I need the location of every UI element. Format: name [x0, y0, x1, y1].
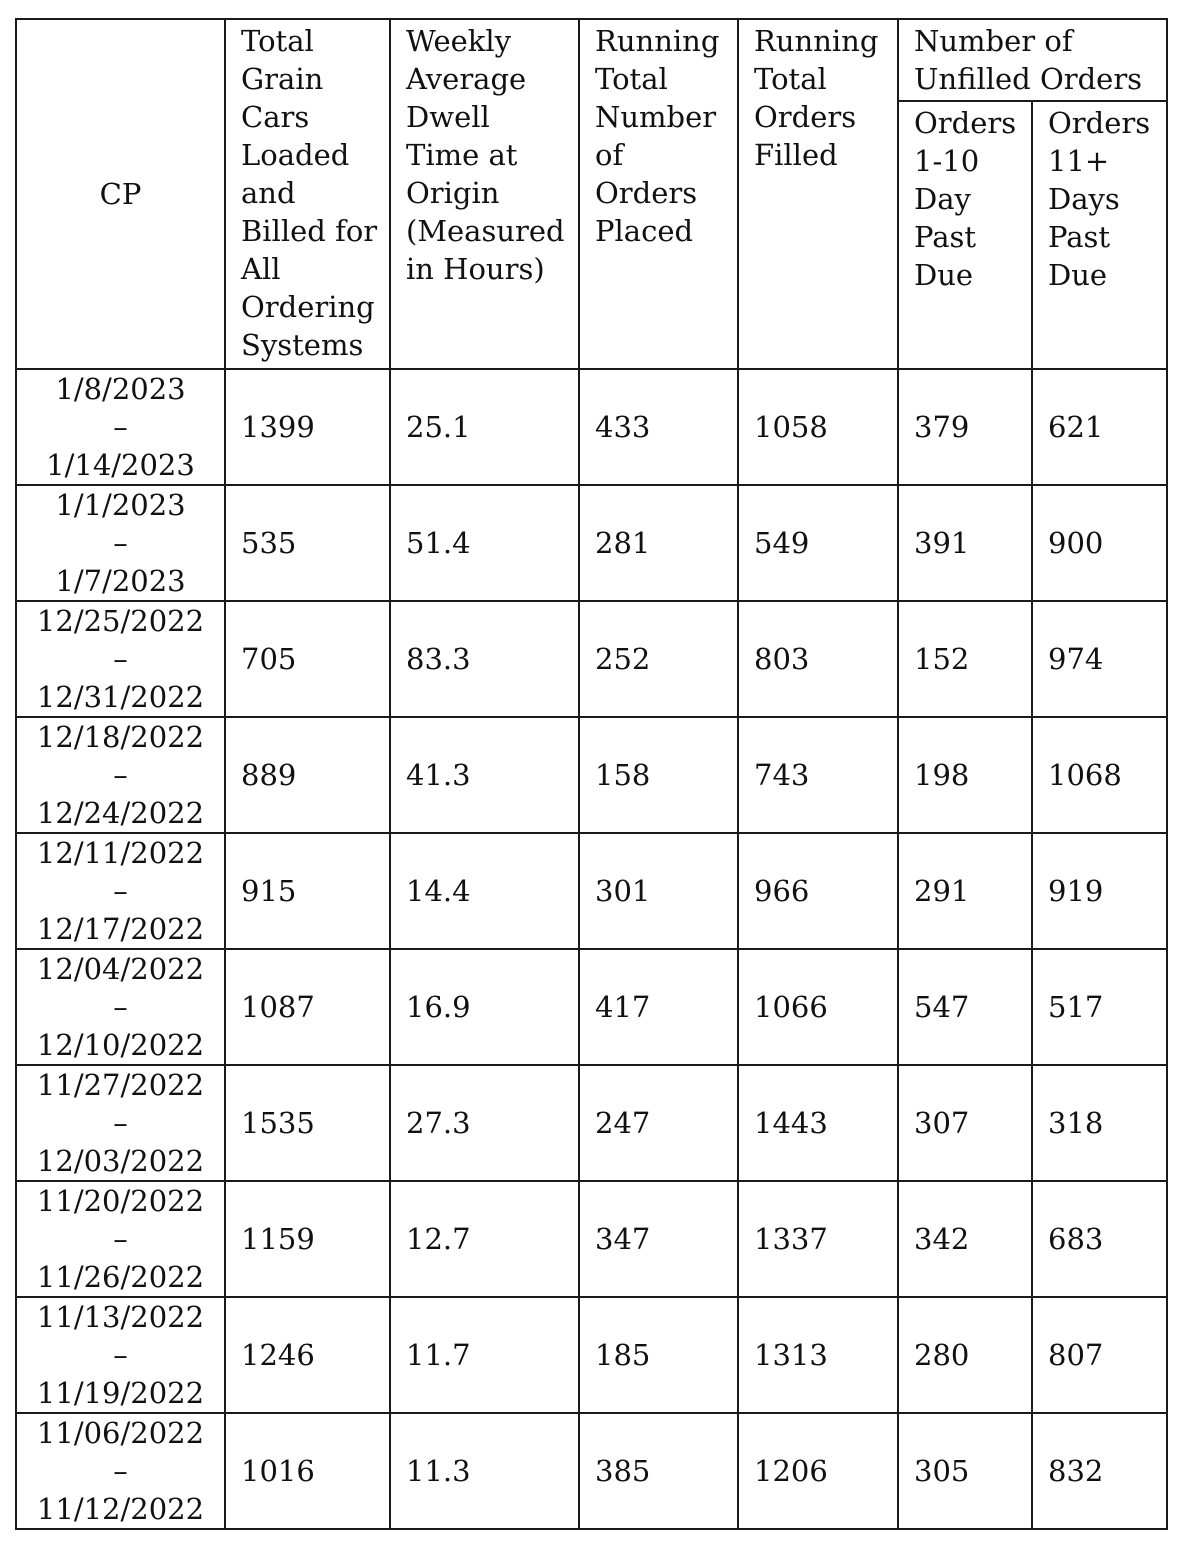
past-due-11-plus-cell: 832 [1032, 1413, 1167, 1529]
cars-cell: 889 [225, 717, 390, 833]
past-due-1-10-cell: 307 [898, 1065, 1032, 1181]
filled-cell: 1066 [738, 949, 898, 1065]
cp-date-range: 12/11/2022 – 12/17/2022 [16, 833, 225, 949]
cars-cell: 915 [225, 833, 390, 949]
orders-11-plus-days-header: Orders 11+ Days Past Due [1032, 101, 1167, 369]
past-due-11-plus-cell: 318 [1032, 1065, 1167, 1181]
cars-cell: 1399 [225, 369, 390, 485]
orders-placed-header: Running Total Number of Orders Placed [579, 19, 738, 369]
past-due-1-10-cell: 291 [898, 833, 1032, 949]
grain-car-data-table [15, 18, 1168, 1530]
cp-date-range: 11/06/2022 – 11/12/2022 [16, 1413, 225, 1529]
dwell-cell: 11.3 [390, 1413, 579, 1529]
cp-date-range: 1/8/2023 – 1/14/2023 [16, 369, 225, 485]
dwell-cell: 14.4 [390, 833, 579, 949]
header-row [16, 19, 1167, 101]
filled-cell: 549 [738, 485, 898, 601]
cars-cell: 535 [225, 485, 390, 601]
past-due-11-plus-cell: 683 [1032, 1181, 1167, 1297]
table-row [16, 1413, 1167, 1529]
orders-1-10-days-header: Orders 1-10 Day Past Due [898, 101, 1032, 369]
past-due-1-10-cell: 305 [898, 1413, 1032, 1529]
cp-date-range: 11/20/2022 – 11/26/2022 [16, 1181, 225, 1297]
dwell-cell: 25.1 [390, 369, 579, 485]
cp-date-range: 1/1/2023 – 1/7/2023 [16, 485, 225, 601]
total-grain-cars-header: Total Grain Cars Loaded and Billed for All Ordering Systems [225, 19, 390, 369]
cp-date-range: 12/18/2022 – 12/24/2022 [16, 717, 225, 833]
past-due-1-10-cell: 379 [898, 369, 1032, 485]
orders-filled-header: Running Total Orders Filled [738, 19, 898, 369]
dwell-cell: 51.4 [390, 485, 579, 601]
cars-cell: 1159 [225, 1181, 390, 1297]
past-due-1-10-cell: 391 [898, 485, 1032, 601]
table-row [16, 833, 1167, 949]
dwell-cell: 16.9 [390, 949, 579, 1065]
table-row [16, 1181, 1167, 1297]
filled-cell: 966 [738, 833, 898, 949]
placed-cell: 417 [579, 949, 738, 1065]
filled-cell: 1443 [738, 1065, 898, 1181]
past-due-11-plus-cell: 900 [1032, 485, 1167, 601]
cars-cell: 1246 [225, 1297, 390, 1413]
past-due-11-plus-cell: 1068 [1032, 717, 1167, 833]
filled-cell: 1337 [738, 1181, 898, 1297]
cars-cell: 1016 [225, 1413, 390, 1529]
cp-date-range: 12/04/2022 – 12/10/2022 [16, 949, 225, 1065]
filled-cell: 743 [738, 717, 898, 833]
cars-cell: 1535 [225, 1065, 390, 1181]
past-due-11-plus-cell: 517 [1032, 949, 1167, 1065]
past-due-1-10-cell: 198 [898, 717, 1032, 833]
placed-cell: 433 [579, 369, 738, 485]
table-row [16, 601, 1167, 717]
cp-header: CP [16, 19, 225, 369]
dwell-time-header: Weekly Average Dwell Time at Origin (Measured in Hours) [390, 19, 579, 369]
placed-cell: 158 [579, 717, 738, 833]
unfilled-orders-group-header: Number of Unfilled Orders [898, 19, 1167, 101]
placed-cell: 247 [579, 1065, 738, 1181]
cp-date-range: 11/27/2022 – 12/03/2022 [16, 1065, 225, 1181]
filled-cell: 1313 [738, 1297, 898, 1413]
past-due-1-10-cell: 547 [898, 949, 1032, 1065]
placed-cell: 185 [579, 1297, 738, 1413]
table-row [16, 485, 1167, 601]
placed-cell: 281 [579, 485, 738, 601]
cp-date-range: 12/25/2022 – 12/31/2022 [16, 601, 225, 717]
past-due-1-10-cell: 342 [898, 1181, 1032, 1297]
table-row [16, 717, 1167, 833]
cp-date-range: 11/13/2022 – 11/19/2022 [16, 1297, 225, 1413]
dwell-cell: 27.3 [390, 1065, 579, 1181]
table-row [16, 1065, 1167, 1181]
filled-cell: 1058 [738, 369, 898, 485]
past-due-1-10-cell: 280 [898, 1297, 1032, 1413]
cars-cell: 705 [225, 601, 390, 717]
placed-cell: 347 [579, 1181, 738, 1297]
table-row [16, 1297, 1167, 1413]
cars-cell: 1087 [225, 949, 390, 1065]
dwell-cell: 12.7 [390, 1181, 579, 1297]
dwell-cell: 41.3 [390, 717, 579, 833]
past-due-1-10-cell: 152 [898, 601, 1032, 717]
dwell-cell: 83.3 [390, 601, 579, 717]
table-row [16, 949, 1167, 1065]
dwell-cell: 11.7 [390, 1297, 579, 1413]
placed-cell: 252 [579, 601, 738, 717]
past-due-11-plus-cell: 807 [1032, 1297, 1167, 1413]
placed-cell: 385 [579, 1413, 738, 1529]
past-due-11-plus-cell: 621 [1032, 369, 1167, 485]
placed-cell: 301 [579, 833, 738, 949]
filled-cell: 1206 [738, 1413, 898, 1529]
past-due-11-plus-cell: 919 [1032, 833, 1167, 949]
table-row [16, 369, 1167, 485]
filled-cell: 803 [738, 601, 898, 717]
past-due-11-plus-cell: 974 [1032, 601, 1167, 717]
